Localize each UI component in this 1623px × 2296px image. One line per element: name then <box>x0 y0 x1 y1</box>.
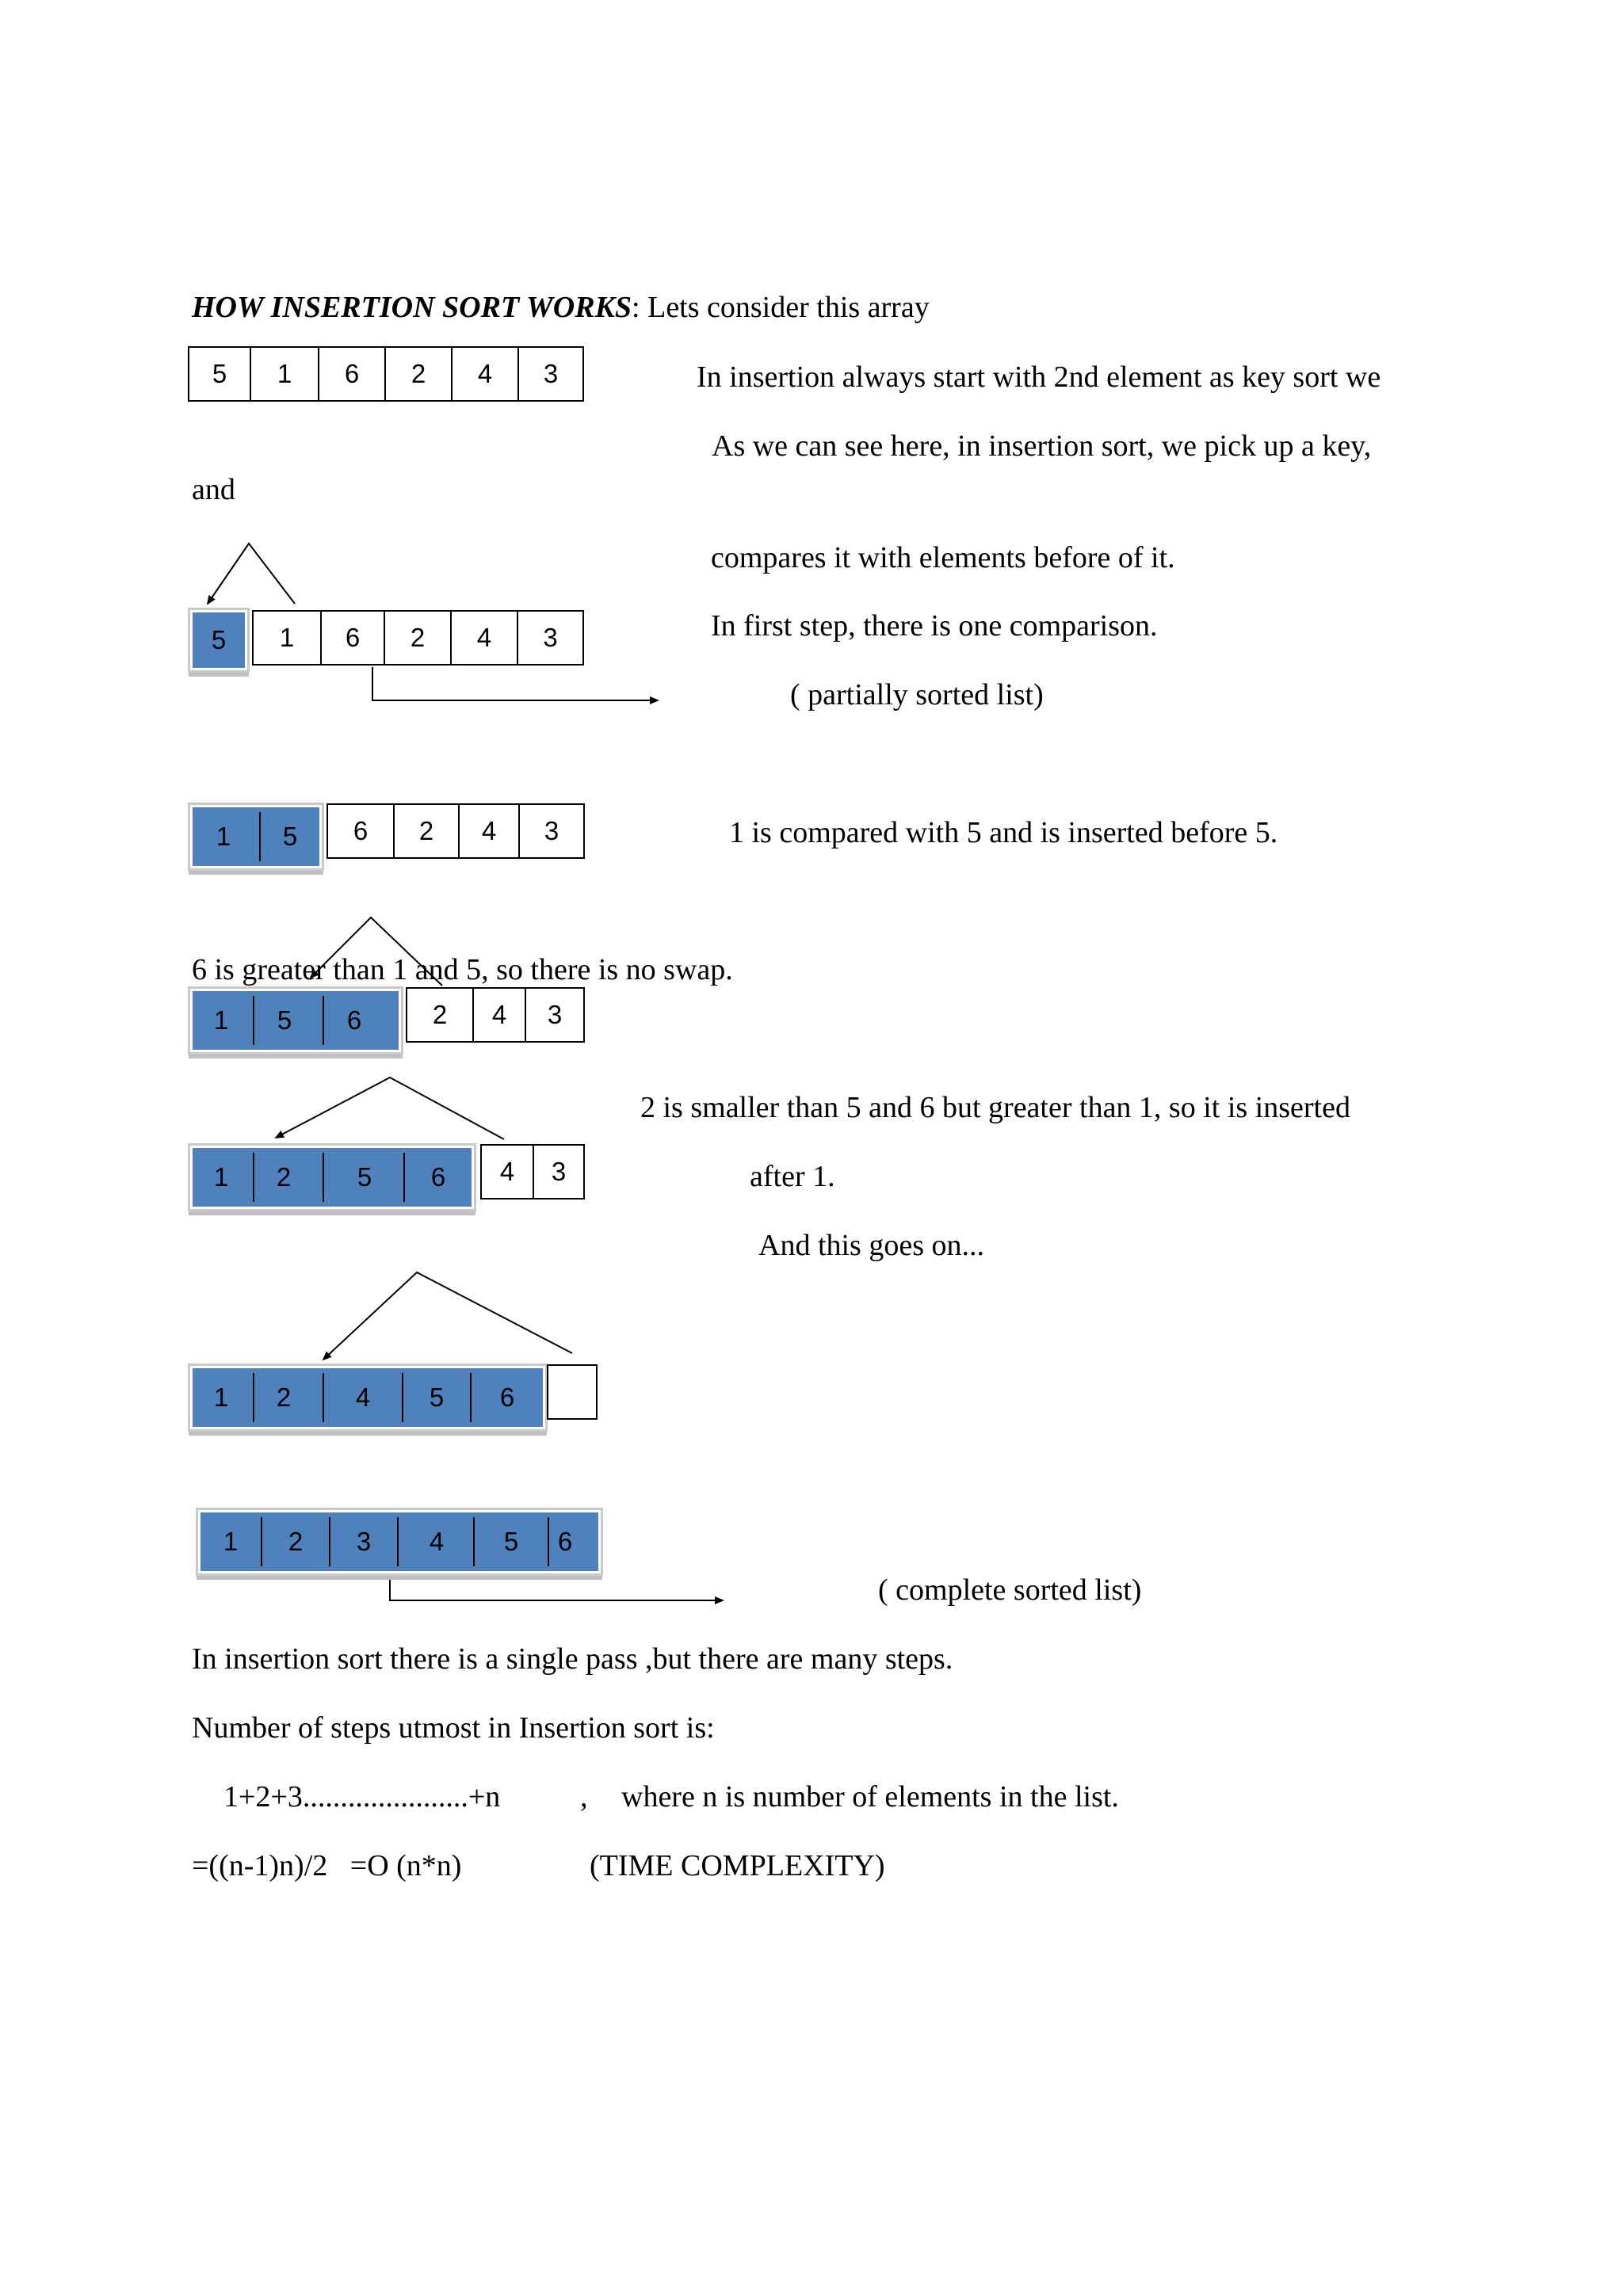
sorted-cell: 2 <box>288 1527 304 1556</box>
text-p6: 1 is compared with 5 and is inserted before 5. <box>729 816 1278 849</box>
text-p9: after 1. <box>750 1160 835 1193</box>
text-p14-formula: 1+2+3......................+n <box>223 1780 501 1814</box>
text-p5: ( partially sorted list) <box>790 678 1044 711</box>
text-p12: In insertion sort there is a single pass ,but there are many steps. <box>192 1642 953 1676</box>
text-p1: In insertion always start with 2nd element as key sort we <box>697 360 1381 394</box>
text-p4: In first step, there is one comparison. <box>711 609 1158 643</box>
text-p7: 6 is greater than 1 and 5, so there is no swap. <box>192 953 733 986</box>
sorted-cell: 1 <box>213 1383 229 1412</box>
insert-arrow-step3 <box>311 917 442 986</box>
array-cell: 1 <box>251 348 319 400</box>
array-cell: 3 <box>543 359 559 388</box>
array-cell: 6 <box>328 805 395 857</box>
array-cell: 4 <box>453 348 519 400</box>
array-cell: 3 <box>543 623 558 652</box>
array-cell: 6 <box>322 612 385 664</box>
array-cell: 2 <box>385 612 452 664</box>
array-cell: 4 <box>482 1146 534 1198</box>
sorted-cell: 1 <box>216 822 231 851</box>
sorted-cell: 1 <box>213 1162 229 1192</box>
sorted-cell: 4 <box>429 1527 445 1556</box>
heading-rest: : Lets consider this array <box>632 291 930 324</box>
array-cell: 2 <box>386 348 453 400</box>
sorted-cell: 5 <box>277 1005 292 1035</box>
sorted-cell: 5 <box>357 1162 372 1192</box>
text-p15-label: (TIME COMPLEXITY) <box>590 1849 885 1882</box>
sorted-cell: 3 <box>356 1527 372 1556</box>
array-cell: 5 <box>189 348 251 400</box>
sorted-cell: 6 <box>430 1162 446 1192</box>
text-p11: ( complete sorted list) <box>878 1573 1142 1607</box>
array-cell: 3 <box>547 1000 563 1029</box>
sorted-cell: 6 <box>557 1527 573 1556</box>
array-cell: 2 <box>395 805 460 857</box>
array-cell: 4 <box>460 805 520 857</box>
heading-title: HOW INSERTION SORT WORKS <box>192 291 632 324</box>
text-p2-and: and <box>192 473 235 506</box>
sorted-cell: 5 <box>503 1527 519 1556</box>
sorted-cell: 5 <box>429 1383 445 1412</box>
array-cell: 6 <box>319 348 386 400</box>
text-p13: Number of steps utmost in Insertion sort is: <box>192 1711 715 1745</box>
sorted-cell: 1 <box>223 1527 239 1556</box>
pointer-arrow-partial <box>372 667 658 700</box>
insert-arrow-step5 <box>323 1272 572 1360</box>
text-p14-note: where n is number of elements in the list. <box>621 1780 1119 1814</box>
sorted-cell: 6 <box>346 1005 362 1035</box>
sorted-cell: 5 <box>282 822 298 851</box>
sorted-cell: 2 <box>276 1162 292 1192</box>
pointer-arrow-complete <box>390 1580 723 1600</box>
array-cell: 3 <box>551 1157 567 1186</box>
array-cell: 4 <box>474 989 526 1041</box>
sorted-cell: 2 <box>276 1383 292 1412</box>
sorted-cell: 6 <box>499 1383 515 1412</box>
text-p8: 2 is smaller than 5 and 6 but greater than 1, so it is inserted <box>640 1091 1350 1124</box>
insert-arrow-step4 <box>276 1077 504 1139</box>
sorted-cell: 5 <box>211 625 227 654</box>
text-p3: compares it with elements before of it. <box>711 541 1175 574</box>
insert-arrow-step1 <box>208 543 295 604</box>
text-p15-formula: =((n-1)n)/2 =O (n*n) <box>192 1849 462 1882</box>
text-p2: As we can see here, in insertion sort, we pick up a key, <box>712 429 1372 463</box>
text-p10: And this goes on... <box>758 1229 984 1262</box>
array-cell: 2 <box>407 989 474 1041</box>
sorted-cell: 4 <box>355 1383 371 1412</box>
array-cell: 3 <box>544 816 559 845</box>
array-cell: 4 <box>452 612 518 664</box>
array-cell: 1 <box>254 612 322 664</box>
sorted-cell: 1 <box>213 1005 229 1035</box>
text-p14-comma: , <box>580 1780 588 1814</box>
